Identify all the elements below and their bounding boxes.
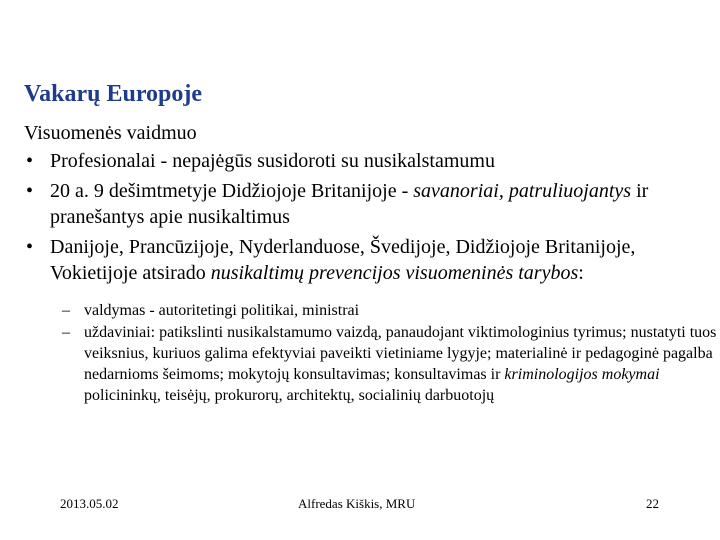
bullet-item [24,178,704,230]
sub-item [50,300,720,321]
sub-text: uždaviniai: patikslinti nusikalstamumo vaizdą, panaudojant viktimologinius tyrimus; nustatyti tuos veiksnius, kuriuos galima efektyviai paveikti vietiniame lygyje; materialinė ir pedagoginė pagalba nedarnioms šeimoms; mokytojų konsultavimas; konsultavimas ir [84,324,717,383]
bullet-text: Profesionalai - nepajėgūs susidoroti su nusikalstamumu [50,150,495,172]
bullet-item [24,148,704,174]
bullet-emphasis: nusikaltimų prevencijos visuomeninės tarybos [210,262,579,284]
section-heading: Visuomenės vaidmuo [24,122,197,144]
bullet-icon: • [26,180,34,202]
bullet-icon: • [26,150,34,172]
bullet-item [24,234,717,406]
sub-emphasis: kriminologijos mokymai [504,366,660,383]
slide-title: Vakarų Europoje [24,81,203,107]
dash-icon: – [62,324,70,341]
bullet-text: : [578,262,584,284]
footer-author: Alfredas Kiškis, MRU [298,496,416,511]
bullet-text: 20 a. 9 dešimtmetyje Didžiojoje Britanijoje - [50,180,414,202]
page-number: 22 [646,496,659,511]
bullet-emphasis: savanoriai, patruliuojantys [413,180,632,202]
sub-text: policininkų, teisėjų, prokurorų, architektų, socialinių darbuotojų [84,387,495,404]
sub-item [50,322,720,406]
dash-icon: – [62,302,70,319]
slide-body [24,120,717,410]
bullet-text: Danijoje, Prancūzijoje, Nyderlanduose, Švedijoje, Didžiojoje Britanijoje, Vokietijoje atsirado [50,236,636,284]
sub-list [50,300,717,406]
bullet-icon: • [26,236,34,258]
sub-text: valdymas - autoritetingi politikai, ministrai [84,302,360,319]
bullet-list [24,148,717,406]
footer-date: 2013.05.02 [60,496,119,511]
bullet-text: ir pranešantys apie nusikaltimus [50,180,649,228]
